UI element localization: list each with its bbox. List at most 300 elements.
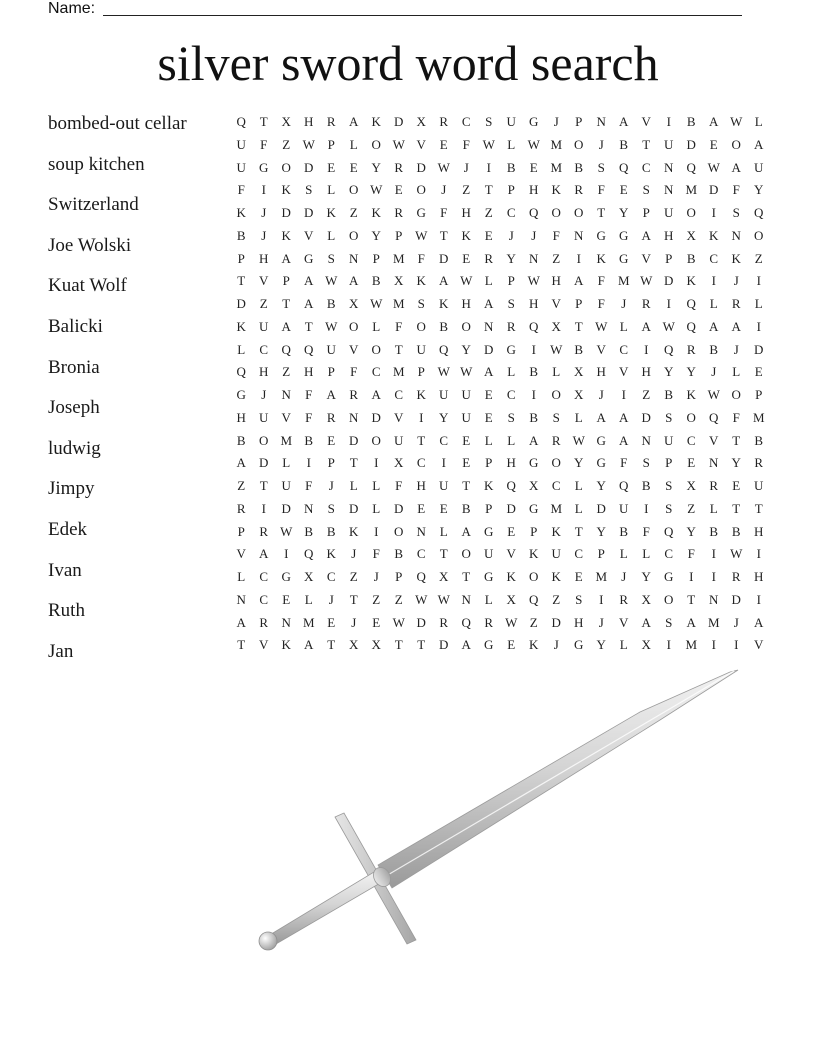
grid-letter: G bbox=[664, 569, 674, 584]
grid-letter: J bbox=[441, 182, 447, 198]
grid-letter: H bbox=[754, 569, 764, 584]
grid-letter: O bbox=[686, 205, 696, 220]
grid-letter: J bbox=[621, 569, 627, 584]
grid-letter: L bbox=[552, 364, 561, 380]
grid-letter: J bbox=[598, 614, 604, 630]
name-underline bbox=[103, 15, 742, 16]
grid-letter: X bbox=[574, 387, 584, 402]
grid-letter: W bbox=[595, 318, 608, 334]
grid-letter: I bbox=[644, 341, 649, 357]
grid-letter: L bbox=[709, 296, 718, 311]
grid-letter: X bbox=[304, 569, 314, 584]
grid-letter: T bbox=[687, 591, 696, 607]
grid-letter: L bbox=[349, 136, 358, 152]
grid-letter: F bbox=[687, 546, 695, 562]
grid-letter: I bbox=[621, 387, 626, 402]
grid-letter: B bbox=[304, 523, 314, 539]
grid-letter: G bbox=[574, 637, 584, 653]
grid-letter: G bbox=[529, 455, 539, 471]
grid-letter: R bbox=[619, 591, 629, 607]
grid-letter: W bbox=[550, 341, 563, 357]
grid-letter: T bbox=[394, 341, 403, 357]
grid-letter: Q bbox=[529, 205, 539, 220]
grid-letter: E bbox=[484, 387, 493, 402]
grid-letter: X bbox=[416, 114, 426, 129]
grid-letter: Q bbox=[686, 318, 696, 334]
grid-letter: Y bbox=[619, 205, 629, 220]
grid-letter: B bbox=[304, 432, 314, 448]
grid-row bbox=[230, 248, 770, 271]
word-list-item: Jimpy bbox=[48, 478, 95, 500]
grid-letter: H bbox=[641, 364, 651, 380]
grid-letter: Z bbox=[552, 250, 561, 266]
grid-letter: D bbox=[709, 182, 719, 198]
grid-letter: A bbox=[754, 136, 764, 152]
grid-letter: R bbox=[439, 114, 449, 129]
grid-letter: I bbox=[711, 205, 716, 220]
grid-letter: H bbox=[461, 205, 471, 220]
grid-letter: J bbox=[531, 227, 537, 243]
grid-letter: H bbox=[664, 227, 674, 243]
grid-letter: K bbox=[371, 114, 381, 129]
grid-letter: C bbox=[259, 341, 269, 357]
grid-letter: J bbox=[351, 614, 357, 630]
grid-letter: Z bbox=[237, 478, 246, 493]
grid-letter: S bbox=[507, 296, 515, 311]
grid-letter: W bbox=[460, 273, 473, 289]
grid-letter: J bbox=[621, 296, 627, 311]
grid-letter: Z bbox=[349, 205, 358, 220]
grid-letter: D bbox=[259, 455, 269, 471]
grid-row bbox=[230, 293, 770, 316]
grid-letter: O bbox=[461, 546, 471, 562]
grid-letter: R bbox=[326, 409, 336, 425]
grid-letter: N bbox=[709, 455, 719, 471]
grid-letter: K bbox=[326, 546, 336, 562]
grid-letter: Q bbox=[664, 523, 674, 539]
grid-letter: A bbox=[754, 614, 764, 630]
grid-letter: W bbox=[437, 591, 450, 607]
grid-letter: P bbox=[507, 182, 515, 198]
grid-letter: P bbox=[755, 387, 763, 402]
grid-letter: Y bbox=[596, 637, 606, 653]
grid-letter: H bbox=[574, 614, 584, 630]
grid-letter: I bbox=[261, 500, 266, 516]
grid-row bbox=[230, 361, 770, 384]
grid-letter: K bbox=[326, 205, 336, 220]
grid-letter: W bbox=[527, 273, 540, 289]
grid-letter: U bbox=[664, 432, 674, 448]
grid-letter: D bbox=[596, 500, 606, 516]
grid-row bbox=[230, 543, 770, 566]
grid-letter: A bbox=[641, 227, 651, 243]
grid-letter: O bbox=[371, 136, 381, 152]
sword-drawing bbox=[259, 670, 738, 950]
grid-letter: O bbox=[664, 591, 674, 607]
grid-letter: H bbox=[236, 409, 246, 425]
grid-letter: T bbox=[484, 182, 493, 198]
grid-letter: R bbox=[236, 500, 246, 516]
grid-letter: G bbox=[281, 569, 291, 584]
grid-letter: Q bbox=[461, 614, 471, 630]
grid-row bbox=[230, 134, 770, 157]
grid-letter: Y bbox=[686, 364, 696, 380]
grid-letter: X bbox=[529, 478, 539, 493]
grid-letter: C bbox=[506, 205, 516, 220]
grid-letter: K bbox=[596, 250, 606, 266]
grid-letter: O bbox=[551, 387, 561, 402]
grid-letter: V bbox=[349, 341, 359, 357]
grid-letter: C bbox=[709, 250, 719, 266]
grid-letter: F bbox=[350, 364, 358, 380]
grid-letter: L bbox=[507, 432, 516, 448]
grid-letter: T bbox=[417, 432, 426, 448]
grid-letter: A bbox=[641, 318, 651, 334]
grid-letter: N bbox=[529, 250, 539, 266]
grid-letter: K bbox=[551, 569, 561, 584]
grid-letter: Z bbox=[462, 182, 471, 198]
grid-letter: T bbox=[259, 478, 268, 493]
grid-letter: F bbox=[305, 409, 313, 425]
grid-letter: N bbox=[731, 227, 741, 243]
grid-letter: Z bbox=[349, 569, 358, 584]
grid-letter: W bbox=[707, 387, 720, 402]
grid-letter: A bbox=[574, 273, 584, 289]
grid-letter: G bbox=[236, 387, 246, 402]
grid-letter: I bbox=[711, 273, 716, 289]
grid-letter: O bbox=[259, 432, 269, 448]
grid-letter: N bbox=[641, 432, 651, 448]
grid-letter: U bbox=[394, 432, 404, 448]
grid-letter: U bbox=[506, 114, 516, 129]
grid-letter: O bbox=[349, 227, 359, 243]
grid-letter: T bbox=[574, 318, 583, 334]
grid-row bbox=[230, 521, 770, 544]
grid-letter: Y bbox=[664, 364, 674, 380]
grid-letter: I bbox=[711, 569, 716, 584]
grid-letter: R bbox=[484, 614, 494, 630]
grid-letter: A bbox=[484, 296, 494, 311]
grid-letter: I bbox=[261, 182, 266, 198]
grid-letter: I bbox=[666, 296, 671, 311]
grid-letter: F bbox=[372, 546, 380, 562]
grid-letter: O bbox=[371, 341, 381, 357]
grid-letter: S bbox=[327, 250, 335, 266]
grid-letter: E bbox=[754, 364, 763, 380]
grid-letter: J bbox=[261, 205, 267, 220]
grid-letter: E bbox=[394, 182, 403, 198]
grid-letter: V bbox=[281, 409, 291, 425]
grid-letter: V bbox=[641, 114, 651, 129]
grid-letter: W bbox=[730, 546, 743, 562]
grid-letter: E bbox=[507, 523, 516, 539]
grid-letter: A bbox=[304, 273, 314, 289]
grid-letter: J bbox=[733, 273, 739, 289]
grid-letter: Y bbox=[686, 523, 696, 539]
grid-letter: P bbox=[395, 227, 403, 243]
grid-letter: R bbox=[394, 159, 404, 175]
grid-letter: W bbox=[527, 136, 540, 152]
grid-letter: T bbox=[732, 432, 741, 448]
grid-letter: N bbox=[709, 591, 719, 607]
grid-letter: Z bbox=[484, 205, 493, 220]
grid-letter: I bbox=[486, 159, 491, 175]
grid-letter: D bbox=[664, 273, 674, 289]
grid-letter: M bbox=[302, 614, 315, 630]
grid-letter: W bbox=[415, 591, 428, 607]
grid-letter: D bbox=[641, 409, 651, 425]
grid-row bbox=[230, 407, 770, 430]
grid-letter: I bbox=[576, 250, 581, 266]
grid-letter: L bbox=[372, 500, 381, 516]
grid-letter: L bbox=[484, 432, 493, 448]
grid-letter: B bbox=[236, 227, 246, 243]
grid-letter: D bbox=[484, 341, 494, 357]
grid-letter: D bbox=[506, 500, 516, 516]
grid-row bbox=[230, 430, 770, 453]
grid-letter: G bbox=[259, 159, 269, 175]
grid-letter: B bbox=[394, 546, 404, 562]
grid-letter: U bbox=[664, 136, 674, 152]
grid-letter: X bbox=[371, 637, 381, 653]
grid-letter: A bbox=[619, 114, 629, 129]
grid-letter: C bbox=[416, 455, 426, 471]
grid-letter: E bbox=[507, 637, 516, 653]
grid-letter: T bbox=[597, 205, 606, 220]
grid-letter: Q bbox=[619, 478, 629, 493]
grid-letter: S bbox=[665, 409, 673, 425]
grid-letter: Q bbox=[304, 546, 314, 562]
grid-letter: P bbox=[665, 250, 673, 266]
grid-letter: P bbox=[575, 114, 583, 129]
grid-row bbox=[230, 179, 770, 202]
grid-letter: Y bbox=[596, 523, 606, 539]
grid-letter: J bbox=[351, 546, 357, 562]
grid-letter: K bbox=[529, 637, 539, 653]
grid-letter: A bbox=[641, 614, 651, 630]
grid-letter: L bbox=[619, 546, 628, 562]
grid-letter: K bbox=[529, 546, 539, 562]
grid-letter: Z bbox=[372, 591, 381, 607]
grid-letter: Q bbox=[506, 478, 516, 493]
grid-letter: E bbox=[417, 500, 426, 516]
grid-letter: N bbox=[484, 318, 494, 334]
grid-letter: W bbox=[415, 227, 428, 243]
grid-letter: Y bbox=[574, 455, 584, 471]
grid-letter: O bbox=[754, 227, 764, 243]
grid-letter: V bbox=[259, 637, 269, 653]
grid-letter: F bbox=[417, 250, 425, 266]
grid-letter: Q bbox=[281, 341, 291, 357]
grid-letter: S bbox=[665, 478, 673, 493]
grid-letter: C bbox=[664, 546, 674, 562]
grid-letter: L bbox=[237, 569, 246, 584]
grid-letter: F bbox=[440, 205, 448, 220]
grid-letter: E bbox=[462, 250, 471, 266]
grid-letter: M bbox=[707, 614, 720, 630]
grid-letter: O bbox=[574, 136, 584, 152]
grid-letter: B bbox=[439, 318, 449, 334]
grid-letter: G bbox=[484, 637, 494, 653]
grid-letter: Z bbox=[282, 364, 291, 380]
grid-letter: B bbox=[574, 341, 584, 357]
grid-letter: A bbox=[529, 432, 539, 448]
grid-letter: V bbox=[236, 546, 246, 562]
grid-letter: V bbox=[304, 227, 314, 243]
grid-letter: O bbox=[349, 182, 359, 198]
grid-letter: V bbox=[596, 341, 606, 357]
grid-letter: E bbox=[732, 478, 741, 493]
grid-letter: C bbox=[416, 546, 426, 562]
grid-letter: D bbox=[439, 637, 449, 653]
grid-letter: J bbox=[711, 364, 717, 380]
grid-letter: S bbox=[327, 500, 335, 516]
grid-letter: H bbox=[304, 114, 314, 129]
word-list-item: Ruth bbox=[48, 600, 85, 622]
grid-letter: B bbox=[529, 409, 539, 425]
grid-letter: J bbox=[261, 227, 267, 243]
grid-letter: B bbox=[709, 341, 719, 357]
grid-letter: D bbox=[281, 205, 291, 220]
grid-letter: A bbox=[281, 318, 291, 334]
grid-letter: M bbox=[550, 159, 563, 175]
grid-letter: K bbox=[506, 569, 516, 584]
grid-letter: O bbox=[574, 205, 584, 220]
grid-letter: C bbox=[326, 569, 336, 584]
grid-letter: Z bbox=[394, 591, 403, 607]
grid-letter: E bbox=[327, 614, 336, 630]
grid-letter: G bbox=[619, 250, 629, 266]
grid-letter: J bbox=[328, 478, 334, 493]
grid-letter: V bbox=[551, 296, 561, 311]
grid-letter: K bbox=[484, 478, 494, 493]
grid-letter: G bbox=[596, 227, 606, 243]
grid-letter: D bbox=[236, 296, 246, 311]
grid-letter: C bbox=[551, 478, 561, 493]
grid-letter: B bbox=[686, 114, 696, 129]
grid-letter: Q bbox=[416, 569, 426, 584]
grid-letter: T bbox=[439, 227, 448, 243]
grid-letter: W bbox=[280, 523, 293, 539]
grid-letter: E bbox=[574, 569, 583, 584]
grid-letter: M bbox=[280, 432, 293, 448]
grid-letter: X bbox=[551, 318, 561, 334]
grid-letter: F bbox=[732, 182, 740, 198]
grid-letter: U bbox=[259, 409, 269, 425]
grid-letter: I bbox=[419, 409, 424, 425]
grid-letter: Q bbox=[439, 341, 449, 357]
page-title: silver sword word search bbox=[157, 35, 659, 91]
grid-letter: Q bbox=[754, 205, 764, 220]
grid-letter: V bbox=[416, 136, 426, 152]
grid-letter: V bbox=[709, 432, 719, 448]
grid-letter: Z bbox=[687, 500, 696, 516]
grid-letter: A bbox=[349, 273, 359, 289]
grid-letter: V bbox=[394, 409, 404, 425]
grid-letter: W bbox=[572, 432, 585, 448]
grid-letter: L bbox=[439, 523, 448, 539]
grid-row bbox=[230, 202, 770, 225]
grid-letter: J bbox=[553, 114, 559, 129]
grid-letter: P bbox=[575, 296, 583, 311]
grid-letter: B bbox=[529, 364, 539, 380]
grid-letter: P bbox=[597, 546, 605, 562]
grid-letter: C bbox=[686, 432, 696, 448]
grid-letter: U bbox=[461, 387, 471, 402]
grid-letter: J bbox=[508, 227, 514, 243]
grid-letter: K bbox=[686, 273, 696, 289]
grid-letter: I bbox=[756, 318, 761, 334]
grid-letter: B bbox=[664, 387, 674, 402]
grid-letter: D bbox=[416, 159, 426, 175]
grid-letter: D bbox=[686, 136, 696, 152]
grid-row bbox=[230, 589, 770, 612]
grid-letter: T bbox=[304, 318, 313, 334]
grid-letter: N bbox=[236, 591, 246, 607]
grid-letter: S bbox=[665, 614, 673, 630]
grid-letter: B bbox=[709, 523, 719, 539]
grid-letter: M bbox=[752, 409, 765, 425]
grid-letter: D bbox=[304, 159, 314, 175]
grid-letter: I bbox=[711, 546, 716, 562]
grid-letter: D bbox=[551, 614, 561, 630]
grid-letter: N bbox=[349, 250, 359, 266]
grid-letter: T bbox=[259, 114, 268, 129]
grid-letter: B bbox=[461, 500, 471, 516]
grid-letter: B bbox=[686, 250, 696, 266]
grid-letter: C bbox=[439, 432, 449, 448]
grid-letter: E bbox=[349, 159, 358, 175]
word-list-item: Edek bbox=[48, 518, 88, 540]
grid-letter: G bbox=[416, 205, 426, 220]
word-list bbox=[48, 112, 228, 680]
grid-letter: U bbox=[259, 318, 269, 334]
grid-letter: X bbox=[281, 114, 291, 129]
grid-letter: A bbox=[484, 364, 494, 380]
grid-letter: L bbox=[282, 455, 291, 471]
grid-letter: X bbox=[686, 227, 696, 243]
grid-letter: P bbox=[485, 455, 493, 471]
grid-row bbox=[230, 475, 770, 498]
grid-letter: V bbox=[259, 273, 269, 289]
grid-letter: L bbox=[732, 364, 741, 380]
grid-letter: R bbox=[686, 341, 696, 357]
grid-letter: F bbox=[552, 227, 560, 243]
grid-letter: F bbox=[732, 409, 740, 425]
grid-letter: S bbox=[642, 455, 650, 471]
grid-letter: C bbox=[259, 591, 269, 607]
word-list-item: Joe Wolski bbox=[48, 234, 132, 256]
grid-letter: L bbox=[709, 500, 718, 516]
grid-letter: S bbox=[732, 205, 740, 220]
grid-letter: F bbox=[395, 318, 403, 334]
name-label: Name: bbox=[48, 0, 96, 17]
grid-letter: M bbox=[392, 250, 405, 266]
grid-letter: N bbox=[596, 114, 606, 129]
grid-letter: P bbox=[507, 273, 515, 289]
grid-letter: I bbox=[531, 387, 536, 402]
grid-letter: H bbox=[304, 364, 314, 380]
grid-letter: K bbox=[709, 227, 719, 243]
grid-letter: A bbox=[619, 409, 629, 425]
grid-letter: S bbox=[417, 296, 425, 311]
grid-letter: H bbox=[596, 364, 606, 380]
grid-letter: K bbox=[281, 182, 291, 198]
grid-letter: E bbox=[439, 500, 448, 516]
grid-letter: U bbox=[484, 546, 494, 562]
grid-letter: A bbox=[731, 318, 741, 334]
grid-letter: L bbox=[372, 478, 381, 493]
